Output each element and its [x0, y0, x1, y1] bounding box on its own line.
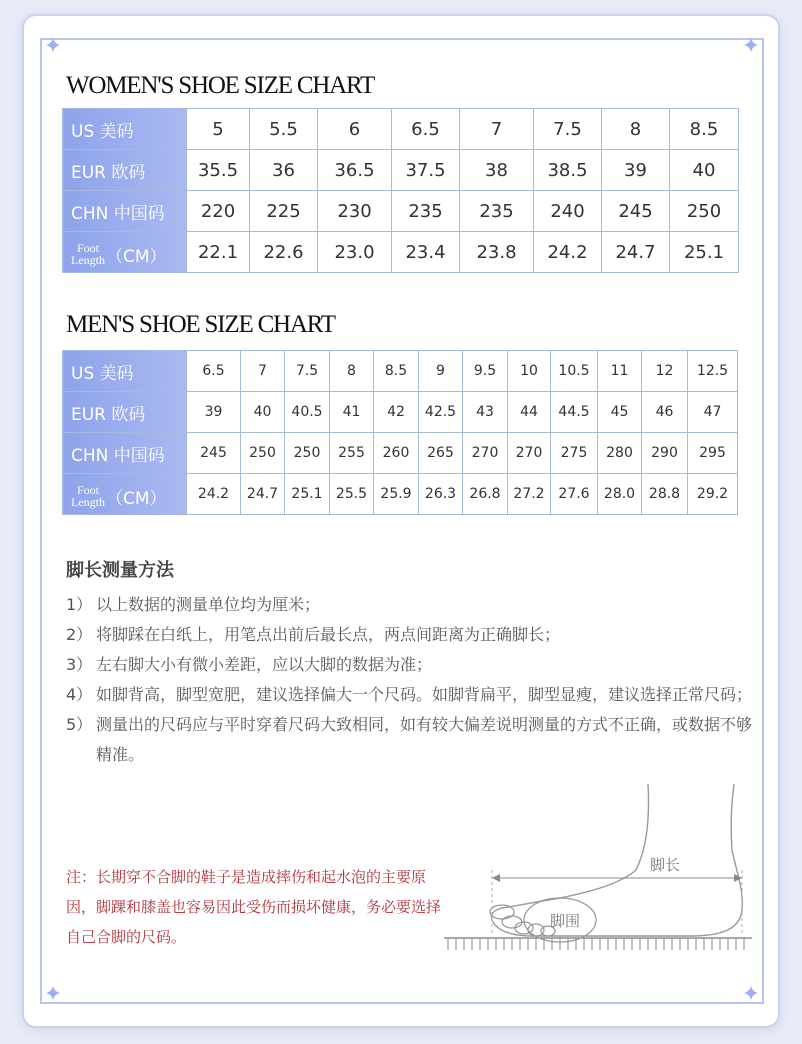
table-row	[63, 109, 739, 150]
table-cell: 245	[187, 433, 241, 474]
table-row	[63, 232, 739, 273]
table-cell: 240	[534, 191, 602, 232]
table-cell: 42.5	[419, 392, 463, 433]
corner-ornament-icon: ✦	[43, 982, 63, 1007]
item-text: 将脚踩在白纸上，用笔点出前后最长点，两点间距离为正确脚长；	[96, 625, 561, 644]
table-cell: 270	[463, 433, 508, 474]
table-cell: 43	[463, 392, 508, 433]
women-chart-title: WOMEN'S SHOE SIZE CHART	[66, 72, 375, 99]
foot-label-top: Foot	[77, 483, 100, 498]
corner-ornament-icon: ✦	[741, 34, 761, 59]
row-label-foot-length	[63, 474, 187, 515]
item-text: 如脚背高，脚型宽肥，建议选择偏大一个尺码。如脚背扁平，脚型显瘦，建议选择正常尺码；	[96, 685, 753, 704]
list-item	[66, 590, 756, 620]
table-cell: 270	[508, 433, 551, 474]
table-cell: 37.5	[392, 150, 460, 191]
list-item	[66, 680, 756, 710]
table-cell: 230	[318, 191, 392, 232]
warning-note: 注：长期穿不合脚的鞋子是造成摔伤和起水泡的主要原因，脚踝和膝盖也容易因此受伤而损坏健康，务必要选择自己合脚的尺码。	[66, 868, 442, 946]
corner-ornament-icon: ✦	[43, 34, 63, 59]
table-row	[63, 433, 738, 474]
table-cell: 11	[598, 351, 642, 392]
toes	[490, 905, 555, 936]
ruler-ticks	[448, 938, 744, 950]
list-item	[66, 620, 756, 650]
table-cell: 36	[250, 150, 318, 191]
item-number: 5）	[66, 715, 93, 734]
table-cell: 250	[285, 433, 330, 474]
table-cell: 8	[330, 351, 374, 392]
table-cell: 35.5	[187, 150, 250, 191]
table-cell: 295	[688, 433, 738, 474]
table-cell: 26.3	[419, 474, 463, 515]
table-row	[63, 150, 739, 191]
table-cell: 8.5	[670, 109, 739, 150]
table-cell: 7.5	[534, 109, 602, 150]
table-cell: 7	[460, 109, 534, 150]
table-cell: 9.5	[463, 351, 508, 392]
unit-label: （CM）	[106, 488, 167, 509]
table-cell: 5.5	[250, 109, 318, 150]
table-cell: 265	[419, 433, 463, 474]
table-cell: 7	[241, 351, 285, 392]
unit-label: （CM）	[106, 246, 167, 267]
table-cell: 22.1	[187, 232, 250, 273]
row-label-chn: CHN 中国码	[63, 191, 187, 232]
foot-measurement-illustration	[440, 780, 760, 960]
item-text: 测量出的尺码应与平时穿着尺码大致相同，如有较大偏差说明测量的方式不正确，或数据不够精准。	[96, 715, 753, 764]
table-cell: 26.8	[463, 474, 508, 515]
table-cell: 22.6	[250, 232, 318, 273]
row-label-us: US 美码	[63, 351, 187, 392]
list-item	[66, 710, 756, 770]
table-cell: 44.5	[551, 392, 598, 433]
table-cell: 45	[598, 392, 642, 433]
table-cell: 27.6	[551, 474, 598, 515]
table-cell: 39	[187, 392, 241, 433]
item-number: 4）	[66, 685, 93, 704]
foot-label-top: Foot	[77, 241, 100, 256]
table-cell: 8.5	[374, 351, 419, 392]
table-cell: 40.5	[285, 392, 330, 433]
table-cell: 12.5	[688, 351, 738, 392]
length-label: 脚长	[650, 856, 681, 874]
table-cell: 28.0	[598, 474, 642, 515]
table-cell: 6.5	[187, 351, 241, 392]
item-number: 2）	[66, 625, 93, 644]
men-chart-title: MEN'S SHOE SIZE CHART	[66, 311, 335, 338]
men-size-table	[62, 350, 738, 515]
table-cell: 23.8	[460, 232, 534, 273]
table-cell: 280	[598, 433, 642, 474]
table-cell: 41	[330, 392, 374, 433]
table-cell: 25.1	[285, 474, 330, 515]
table-cell: 44	[508, 392, 551, 433]
table-cell: 5	[187, 109, 250, 150]
table-cell: 7.5	[285, 351, 330, 392]
women-size-table	[62, 108, 739, 273]
table-cell: 6	[318, 109, 392, 150]
item-number: 1）	[66, 595, 93, 614]
table-cell: 235	[392, 191, 460, 232]
row-label-chn: CHN 中国码	[63, 433, 187, 474]
table-row	[63, 392, 738, 433]
table-cell: 8	[602, 109, 670, 150]
table-row	[63, 474, 738, 515]
table-cell: 25.1	[670, 232, 739, 273]
table-cell: 250	[670, 191, 739, 232]
table-cell: 275	[551, 433, 598, 474]
table-cell: 255	[330, 433, 374, 474]
measure-method-title: 脚长测量方法	[66, 560, 174, 581]
foot-label-bottom: Length	[71, 253, 105, 268]
list-item	[66, 650, 756, 680]
measure-method-list	[66, 590, 756, 770]
table-row	[63, 191, 739, 232]
table-cell: 290	[642, 433, 688, 474]
table-cell: 38	[460, 150, 534, 191]
item-text: 左右脚大小有微小差距，应以大脚的数据为准；	[96, 655, 433, 674]
table-cell: 24.7	[241, 474, 285, 515]
table-cell: 47	[688, 392, 738, 433]
row-label-eur: EUR 欧码	[63, 150, 187, 191]
table-cell: 29.2	[688, 474, 738, 515]
table-cell: 12	[642, 351, 688, 392]
table-cell: 250	[241, 433, 285, 474]
table-row	[63, 351, 738, 392]
table-cell: 23.4	[392, 232, 460, 273]
table-cell: 38.5	[534, 150, 602, 191]
table-cell: 220	[187, 191, 250, 232]
item-number: 3）	[66, 655, 93, 674]
table-cell: 10	[508, 351, 551, 392]
table-cell: 25.5	[330, 474, 374, 515]
table-cell: 225	[250, 191, 318, 232]
table-cell: 40	[241, 392, 285, 433]
table-cell: 235	[460, 191, 534, 232]
table-cell: 36.5	[318, 150, 392, 191]
table-cell: 24.7	[602, 232, 670, 273]
table-cell: 40	[670, 150, 739, 191]
table-cell: 24.2	[534, 232, 602, 273]
row-label-us: US 美码	[63, 109, 187, 150]
table-cell: 42	[374, 392, 419, 433]
table-cell: 10.5	[551, 351, 598, 392]
table-cell: 24.2	[187, 474, 241, 515]
table-cell: 25.9	[374, 474, 419, 515]
foot-label-bottom: Length	[71, 495, 105, 510]
table-cell: 27.2	[508, 474, 551, 515]
item-text: 以上数据的测量单位均为厘米；	[96, 595, 321, 614]
foot-outline	[491, 784, 742, 936]
table-cell: 245	[602, 191, 670, 232]
table-cell: 260	[374, 433, 419, 474]
table-cell: 28.8	[642, 474, 688, 515]
corner-ornament-icon: ✦	[741, 982, 761, 1007]
table-cell: 6.5	[392, 109, 460, 150]
table-cell: 23.0	[318, 232, 392, 273]
table-cell: 9	[419, 351, 463, 392]
row-label-eur: EUR 欧码	[63, 392, 187, 433]
table-cell: 46	[642, 392, 688, 433]
girth-label: 脚围	[550, 912, 581, 930]
table-cell: 39	[602, 150, 670, 191]
row-label-foot-length	[63, 232, 187, 273]
